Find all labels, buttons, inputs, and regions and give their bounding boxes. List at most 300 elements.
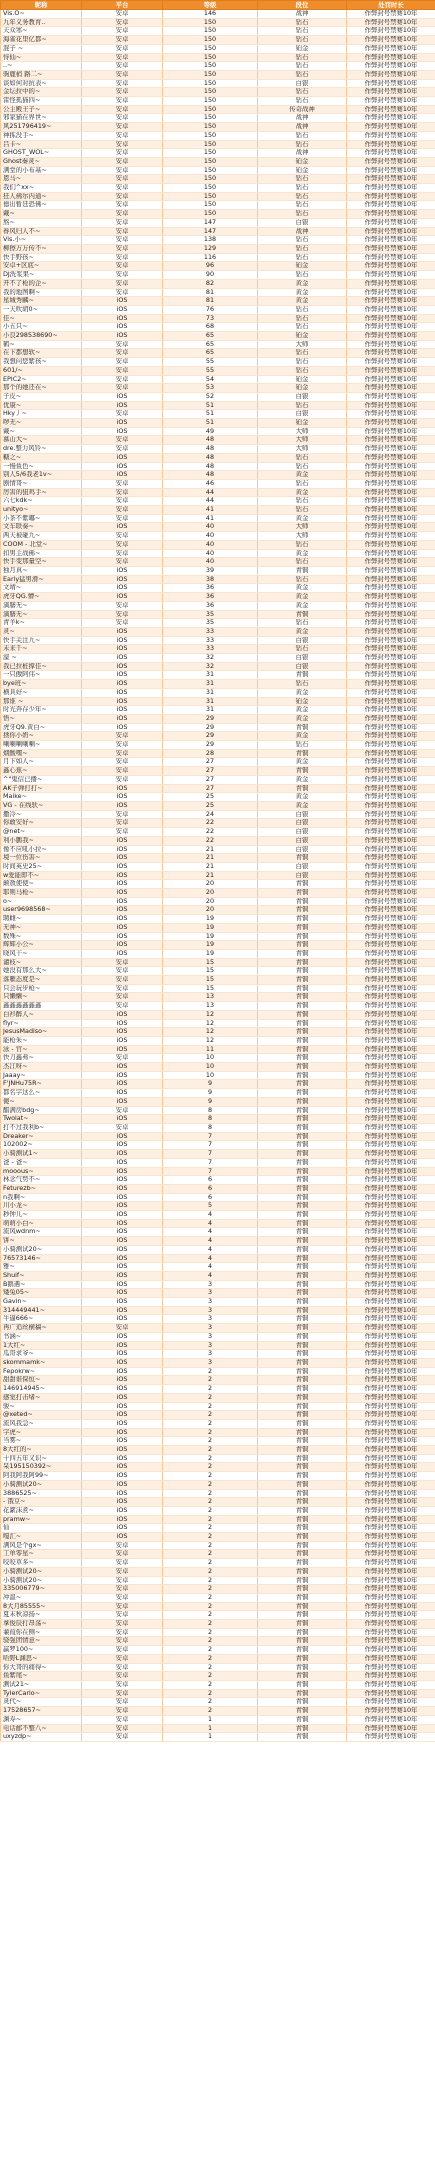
penalty-cell: 作弊封号禁赛10年 <box>347 1533 435 1542</box>
level-cell: 82 <box>163 279 258 288</box>
platform-cell: iOS <box>82 1132 163 1141</box>
rank-cell: 青铜 <box>258 1393 347 1402</box>
penalty-cell: 作弊封号禁赛10年 <box>347 1298 435 1307</box>
penalty-cell: 作弊封号禁赛10年 <box>347 1681 435 1690</box>
nickname-cell: GHOST_WOL~ <box>1 149 82 158</box>
level-cell: 21 <box>163 871 258 880</box>
rank-cell: 青铜 <box>258 1663 347 1672</box>
header-platform: 平台 <box>82 1 163 10</box>
level-cell: 150 <box>163 166 258 175</box>
platform-cell: iOS <box>82 932 163 941</box>
platform-cell: iOS <box>82 1446 163 1455</box>
rank-cell: 钻石 <box>258 314 347 323</box>
penalty-cell: 作弊封号禁赛10年 <box>347 497 435 506</box>
platform-cell: 安卓 <box>82 288 163 297</box>
table-row <box>1 1567 435 1576</box>
penalty-cell: 作弊封号禁赛10年 <box>347 453 435 462</box>
rank-cell: 青铜 <box>258 1698 347 1707</box>
table-row <box>1 1611 435 1620</box>
level-cell: 7 <box>163 1150 258 1159</box>
penalty-cell: 作弊封号禁赛10年 <box>347 828 435 837</box>
level-cell: 36 <box>163 601 258 610</box>
table-row <box>1 645 435 654</box>
penalty-cell: 作弊封号禁赛10年 <box>347 27 435 36</box>
table-row <box>1 1271 435 1280</box>
penalty-cell: 作弊封号禁赛10年 <box>347 1620 435 1629</box>
table-row <box>1 1646 435 1655</box>
nickname-cell: 佳~ <box>1 314 82 323</box>
platform-cell: 安卓 <box>82 1628 163 1637</box>
rank-cell: 钻石 <box>258 741 347 750</box>
nickname-cell: 优康~ <box>1 401 82 410</box>
rank-cell: 青铜 <box>258 1306 347 1315</box>
nickname-cell: 书涵~ <box>1 1332 82 1341</box>
nickname-cell: 阿我阿我阿99~ <box>1 1472 82 1481</box>
nickname-cell: 冲温~ <box>1 1593 82 1602</box>
level-cell: 2 <box>163 1637 258 1646</box>
nickname-cell: Shuif~ <box>1 1271 82 1280</box>
rank-cell: 青铜 <box>258 1036 347 1045</box>
platform-cell: 安卓 <box>82 97 163 106</box>
penalty-cell: 作弊封号禁赛10年 <box>347 1611 435 1620</box>
table-row <box>1 741 435 750</box>
rank-cell: 青铜 <box>258 1150 347 1159</box>
nickname-cell: 76573146~ <box>1 1254 82 1263</box>
rank-cell: 钻石 <box>258 18 347 27</box>
nickname-cell: 慕山大~ <box>1 436 82 445</box>
penalty-cell: 作弊封号禁赛10年 <box>347 1541 435 1550</box>
platform-cell: iOS <box>82 1115 163 1124</box>
table-header <box>1 1 435 10</box>
penalty-cell: 作弊封号禁赛10年 <box>347 419 435 428</box>
nickname-cell: 恃仙~ <box>1 53 82 62</box>
penalty-cell: 作弊封号禁赛10年 <box>347 1019 435 1028</box>
platform-cell: 安卓 <box>82 114 163 123</box>
nickname-cell: F'JNHu75R~ <box>1 1080 82 1089</box>
table-row <box>1 27 435 36</box>
platform-cell: iOS <box>82 1167 163 1176</box>
rank-cell: 白银 <box>258 218 347 227</box>
nickname-cell: uxyzdp~ <box>1 1733 82 1742</box>
nickname-cell: Vis.O~ <box>1 10 82 19</box>
nickname-cell: 林念气势不~ <box>1 1176 82 1185</box>
nickname-cell: 虎牙QG.懵~ <box>1 593 82 602</box>
rank-cell: 青铜 <box>258 915 347 924</box>
nickname-cell: 熬~ <box>1 218 82 227</box>
rank-cell: 青铜 <box>258 1315 347 1324</box>
penalty-cell: 作弊封号禁赛10年 <box>347 462 435 471</box>
penalty-cell: 作弊封号禁赛10年 <box>347 880 435 889</box>
penalty-cell: 作弊封号禁赛10年 <box>347 1054 435 1063</box>
platform-cell: 安卓 <box>82 1593 163 1602</box>
nickname-cell: 混子 ~ <box>1 44 82 53</box>
platform-cell: 安卓 <box>82 410 163 419</box>
level-cell: 150 <box>163 88 258 97</box>
level-cell: 31 <box>163 688 258 697</box>
platform-cell: 安卓 <box>82 1567 163 1576</box>
table-row <box>1 1176 435 1185</box>
table-row <box>1 1054 435 1063</box>
table-row <box>1 1324 435 1333</box>
level-cell: 150 <box>163 114 258 123</box>
platform-cell: iOS <box>82 1176 163 1185</box>
table-row <box>1 906 435 915</box>
penalty-cell: 作弊封号禁赛10年 <box>347 1271 435 1280</box>
level-cell: 19 <box>163 932 258 941</box>
penalty-cell: 作弊封号禁赛10年 <box>347 244 435 253</box>
table-row <box>1 593 435 602</box>
platform-cell: iOS <box>82 1402 163 1411</box>
table-row <box>1 1515 435 1524</box>
table-row <box>1 79 435 88</box>
rank-cell: 青铜 <box>258 1289 347 1298</box>
penalty-cell: 作弊封号禁赛10年 <box>347 688 435 697</box>
table-row <box>1 1446 435 1455</box>
nickname-cell: dre.整力风铃~ <box>1 445 82 454</box>
platform-cell: 安卓 <box>82 244 163 253</box>
rank-cell: 白银 <box>258 636 347 645</box>
penalty-cell: 作弊封号禁赛10年 <box>347 1228 435 1237</box>
rank-cell: 钻石 <box>258 645 347 654</box>
penalty-cell: 作弊封号禁赛10年 <box>347 1315 435 1324</box>
platform-cell: 安卓 <box>82 184 163 193</box>
penalty-cell: 作弊封号禁赛10年 <box>347 262 435 271</box>
nickname-cell: Early猛男滑~ <box>1 575 82 584</box>
penalty-cell: 作弊封号禁赛10年 <box>347 871 435 880</box>
rank-cell: 白银 <box>258 828 347 837</box>
nickname-cell: - 饿豆~ <box>1 1498 82 1507</box>
level-cell: 3 <box>163 1332 258 1341</box>
penalty-cell: 作弊封号禁赛10年 <box>347 340 435 349</box>
level-cell: 147 <box>163 218 258 227</box>
rank-cell: 传奇战神 <box>258 105 347 114</box>
platform-cell: 安卓 <box>82 601 163 610</box>
level-cell: 54 <box>163 375 258 384</box>
penalty-cell: 作弊封号禁赛10年 <box>347 305 435 314</box>
platform-cell: iOS <box>82 297 163 306</box>
platform-cell: 安卓 <box>82 732 163 741</box>
rank-cell: 钻石 <box>258 140 347 149</box>
platform-cell: iOS <box>82 1393 163 1402</box>
table-row <box>1 976 435 985</box>
nickname-cell: 小良298538690~ <box>1 332 82 341</box>
table-row <box>1 1089 435 1098</box>
platform-cell: 安卓 <box>82 479 163 488</box>
level-cell: 2 <box>163 1707 258 1716</box>
nickname-cell: Hky丿~ <box>1 410 82 419</box>
rank-cell: 大师 <box>258 445 347 454</box>
penalty-cell: 作弊封号禁赛10年 <box>347 1437 435 1446</box>
platform-cell: iOS <box>82 714 163 723</box>
nickname-cell: Vis.小~ <box>1 236 82 245</box>
rank-cell: 青铜 <box>258 1567 347 1576</box>
table-row <box>1 993 435 1002</box>
penalty-cell: 作弊封号禁赛10年 <box>347 1237 435 1246</box>
penalty-cell: 作弊封号禁赛10年 <box>347 1376 435 1385</box>
table-row <box>1 1602 435 1611</box>
nickname-cell: 8大月85555~ <box>1 1602 82 1611</box>
table-row <box>1 636 435 645</box>
platform-cell: iOS <box>82 305 163 314</box>
penalty-cell: 作弊封号禁赛10年 <box>347 1289 435 1298</box>
table-row <box>1 697 435 706</box>
rank-cell: 铂金 <box>258 697 347 706</box>
nickname-cell: 我的地图啊~ <box>1 288 82 297</box>
nickname-cell: 快手变那量空~ <box>1 558 82 567</box>
table-row <box>1 1454 435 1463</box>
table-row <box>1 62 435 71</box>
table-row <box>1 732 435 741</box>
level-cell: 33 <box>163 636 258 645</box>
table-row <box>1 10 435 19</box>
penalty-cell: 作弊封号禁赛10年 <box>347 801 435 810</box>
penalty-cell: 作弊封号禁赛10年 <box>347 479 435 488</box>
penalty-cell: 作弊封号禁赛10年 <box>347 1524 435 1533</box>
platform-cell: iOS <box>82 906 163 915</box>
table-row <box>1 436 435 445</box>
level-cell: 150 <box>163 140 258 149</box>
platform-cell: 安卓 <box>82 445 163 454</box>
platform-cell: 安卓 <box>82 1724 163 1733</box>
table-row <box>1 36 435 45</box>
platform-cell: 安卓 <box>82 1602 163 1611</box>
nickname-cell: 骏~ <box>1 1402 82 1411</box>
rank-cell: 钻石 <box>258 323 347 332</box>
level-cell: 33 <box>163 627 258 636</box>
level-cell: 36 <box>163 584 258 593</box>
penalty-cell: 作弊封号禁赛10年 <box>347 645 435 654</box>
penalty-cell: 作弊封号禁赛10年 <box>347 967 435 976</box>
penalty-cell: 作弊封号禁赛10年 <box>347 784 435 793</box>
level-cell: 44 <box>163 488 258 497</box>
table-row <box>1 1550 435 1559</box>
nickname-cell: 仙 <box>1 1524 82 1533</box>
rank-cell: 青铜 <box>258 993 347 1002</box>
platform-cell: iOS <box>82 323 163 332</box>
table-row <box>1 1472 435 1481</box>
nickname-cell: 快手野孩~ <box>1 253 82 262</box>
rank-cell: 青铜 <box>258 1358 347 1367</box>
level-cell: 4 <box>163 1211 258 1220</box>
platform-cell: 安卓 <box>82 514 163 523</box>
platform-cell: iOS <box>82 836 163 845</box>
penalty-cell: 作弊封号禁赛10年 <box>347 514 435 523</box>
nickname-cell: 邪家猫在界世~ <box>1 114 82 123</box>
level-cell: 2 <box>163 1463 258 1472</box>
nickname-cell: 蒹葭你在侧~ <box>1 1628 82 1637</box>
nickname-cell: 感觉打击堵~ <box>1 1393 82 1402</box>
penalty-cell: 作弊封号禁赛10年 <box>347 593 435 602</box>
penalty-cell: 作弊封号禁赛10年 <box>347 1724 435 1733</box>
level-cell: 2 <box>163 1628 258 1637</box>
platform-cell: 安卓 <box>82 1663 163 1672</box>
platform-cell: 安卓 <box>82 984 163 993</box>
penalty-cell: 作弊封号禁赛10年 <box>347 1211 435 1220</box>
nickname-cell: 境一位伤害~ <box>1 854 82 863</box>
penalty-cell: 作弊封号禁赛10年 <box>347 323 435 332</box>
penalty-cell: 作弊封号禁赛10年 <box>347 1071 435 1080</box>
platform-cell: iOS <box>82 427 163 436</box>
nickname-cell: 未来千~ <box>1 645 82 654</box>
penalty-cell: 作弊封号禁赛10年 <box>347 1080 435 1089</box>
platform-cell: iOS <box>82 854 163 863</box>
nickname-cell: 文靖~ <box>1 584 82 593</box>
table-row <box>1 714 435 723</box>
rank-cell: 青铜 <box>258 1646 347 1655</box>
rank-cell: 白银 <box>258 654 347 663</box>
platform-cell: 安卓 <box>82 1689 163 1698</box>
rank-cell: 青铜 <box>258 784 347 793</box>
level-cell: 32 <box>163 654 258 663</box>
penalty-cell: 作弊封号禁赛10年 <box>347 271 435 280</box>
table-row <box>1 819 435 828</box>
table-row <box>1 175 435 184</box>
table-row <box>1 1002 435 1011</box>
penalty-cell: 作弊封号禁赛10年 <box>347 1158 435 1167</box>
rank-cell: 青铜 <box>258 1446 347 1455</box>
table-row <box>1 671 435 680</box>
rank-cell: 钻石 <box>258 462 347 471</box>
level-cell: 10 <box>163 1054 258 1063</box>
level-cell: 1 <box>163 1724 258 1733</box>
rank-cell: 钻石 <box>258 88 347 97</box>
rank-cell: 青铜 <box>258 1245 347 1254</box>
platform-cell: iOS <box>82 471 163 480</box>
penalty-cell: 作弊封号禁赛10年 <box>347 436 435 445</box>
rank-cell: 青铜 <box>258 1472 347 1481</box>
penalty-cell: 作弊封号禁赛10年 <box>347 1324 435 1333</box>
penalty-cell: 作弊封号禁赛10年 <box>347 10 435 19</box>
platform-cell: iOS <box>82 1289 163 1298</box>
penalty-cell: 作弊封号禁赛10年 <box>347 1602 435 1611</box>
platform-cell: 安卓 <box>82 1733 163 1742</box>
penalty-cell: 作弊封号禁赛10年 <box>347 1184 435 1193</box>
penalty-cell: 作弊封号禁赛10年 <box>347 984 435 993</box>
table-row <box>1 184 435 193</box>
level-cell: 150 <box>163 97 258 106</box>
platform-cell: iOS <box>82 1237 163 1246</box>
nickname-cell: 雷怪孤猫四~ <box>1 97 82 106</box>
nickname-cell: 泳 - 官~ <box>1 1045 82 1054</box>
platform-cell: 安卓 <box>82 358 163 367</box>
penalty-cell: 作弊封号禁赛10年 <box>347 1715 435 1724</box>
level-cell: 150 <box>163 157 258 166</box>
table-row <box>1 793 435 802</box>
level-cell: 150 <box>163 36 258 45</box>
table-row <box>1 654 435 663</box>
penalty-cell: 作弊封号禁赛10年 <box>347 1280 435 1289</box>
rank-cell: 青铜 <box>258 1637 347 1646</box>
level-cell: 32 <box>163 662 258 671</box>
nickname-cell: 扣男主战佛~ <box>1 549 82 558</box>
table-row <box>1 619 435 628</box>
nickname-cell: 快手关注九~ <box>1 636 82 645</box>
level-cell: 150 <box>163 62 258 71</box>
table-row <box>1 1080 435 1089</box>
rank-cell: 青铜 <box>258 1585 347 1594</box>
level-cell: 15 <box>163 984 258 993</box>
table-row <box>1 1202 435 1211</box>
platform-cell: iOS <box>82 1298 163 1307</box>
rank-cell: 白银 <box>258 410 347 419</box>
rank-cell: 青铜 <box>258 1550 347 1559</box>
level-cell: 3 <box>163 1324 258 1333</box>
level-cell: 150 <box>163 70 258 79</box>
table-row <box>1 1332 435 1341</box>
table-row <box>1 18 435 27</box>
platform-cell: iOS <box>82 523 163 532</box>
platform-cell: 安卓 <box>82 741 163 750</box>
nickname-cell: 拯你小奶~ <box>1 732 82 741</box>
table-row <box>1 445 435 454</box>
table-row <box>1 1036 435 1045</box>
rank-cell: 青铜 <box>258 1341 347 1350</box>
nickname-cell: 测试21~ <box>1 1681 82 1690</box>
nickname-cell: 雅~ <box>1 1263 82 1272</box>
table-row <box>1 105 435 114</box>
platform-cell: 安卓 <box>82 1611 163 1620</box>
platform-cell: 安卓 <box>82 10 163 19</box>
table-row <box>1 1541 435 1550</box>
level-cell: 6 <box>163 1193 258 1202</box>
penalty-cell: 作弊封号禁赛10年 <box>347 1141 435 1150</box>
platform-cell: 安卓 <box>82 70 163 79</box>
table-row <box>1 601 435 610</box>
nickname-cell: 一天吹胡0~ <box>1 305 82 314</box>
nickname-cell: 你敢安好~ <box>1 819 82 828</box>
level-cell: 4 <box>163 1228 258 1237</box>
rank-cell: 青铜 <box>258 958 347 967</box>
platform-cell: iOS <box>82 941 163 950</box>
nickname-cell: 数殊~ <box>1 932 82 941</box>
rank-cell: 青铜 <box>258 567 347 576</box>
rank-cell: 黄金 <box>258 584 347 593</box>
table-row <box>1 1167 435 1176</box>
platform-cell: iOS <box>82 453 163 462</box>
level-cell: 22 <box>163 836 258 845</box>
platform-cell: iOS <box>82 1472 163 1481</box>
penalty-cell: 作弊封号禁赛10年 <box>347 976 435 985</box>
penalty-cell: 作弊封号禁赛10年 <box>347 723 435 732</box>
rank-cell: 青铜 <box>258 1184 347 1193</box>
penalty-cell: 作弊封号禁赛10年 <box>347 488 435 497</box>
rank-cell: 青铜 <box>258 1228 347 1237</box>
nickname-cell: 你大哥的痛得~ <box>1 1663 82 1672</box>
table-row <box>1 680 435 689</box>
nickname-cell: 耶则马枪~ <box>1 889 82 898</box>
table-row <box>1 688 435 697</box>
rank-cell: 白银 <box>258 810 347 819</box>
rank-cell: 黄金 <box>258 775 347 784</box>
nickname-cell: 喇喇喇喇喇~ <box>1 741 82 750</box>
table-row <box>1 558 435 567</box>
penalty-cell: 作弊封号禁赛10年 <box>347 941 435 950</box>
nickname-cell: 落雁态度是~ <box>1 976 82 985</box>
table-row <box>1 575 435 584</box>
platform-cell: 安卓 <box>82 828 163 837</box>
platform-cell: 安卓 <box>82 1620 163 1629</box>
nickname-cell: 子皮~ <box>1 392 82 401</box>
nickname-cell: flyr~ <box>1 1019 82 1028</box>
penalty-cell: 作弊封号禁赛10年 <box>347 680 435 689</box>
nickname-cell: 夏末秋凉扬~ <box>1 1611 82 1620</box>
header-row <box>1 1 435 10</box>
table-row <box>1 1411 435 1420</box>
nickname-cell: ^"鬼信已播~ <box>1 775 82 784</box>
penalty-cell: 作弊封号禁赛10年 <box>347 714 435 723</box>
table-row <box>1 340 435 349</box>
table-row <box>1 1315 435 1324</box>
